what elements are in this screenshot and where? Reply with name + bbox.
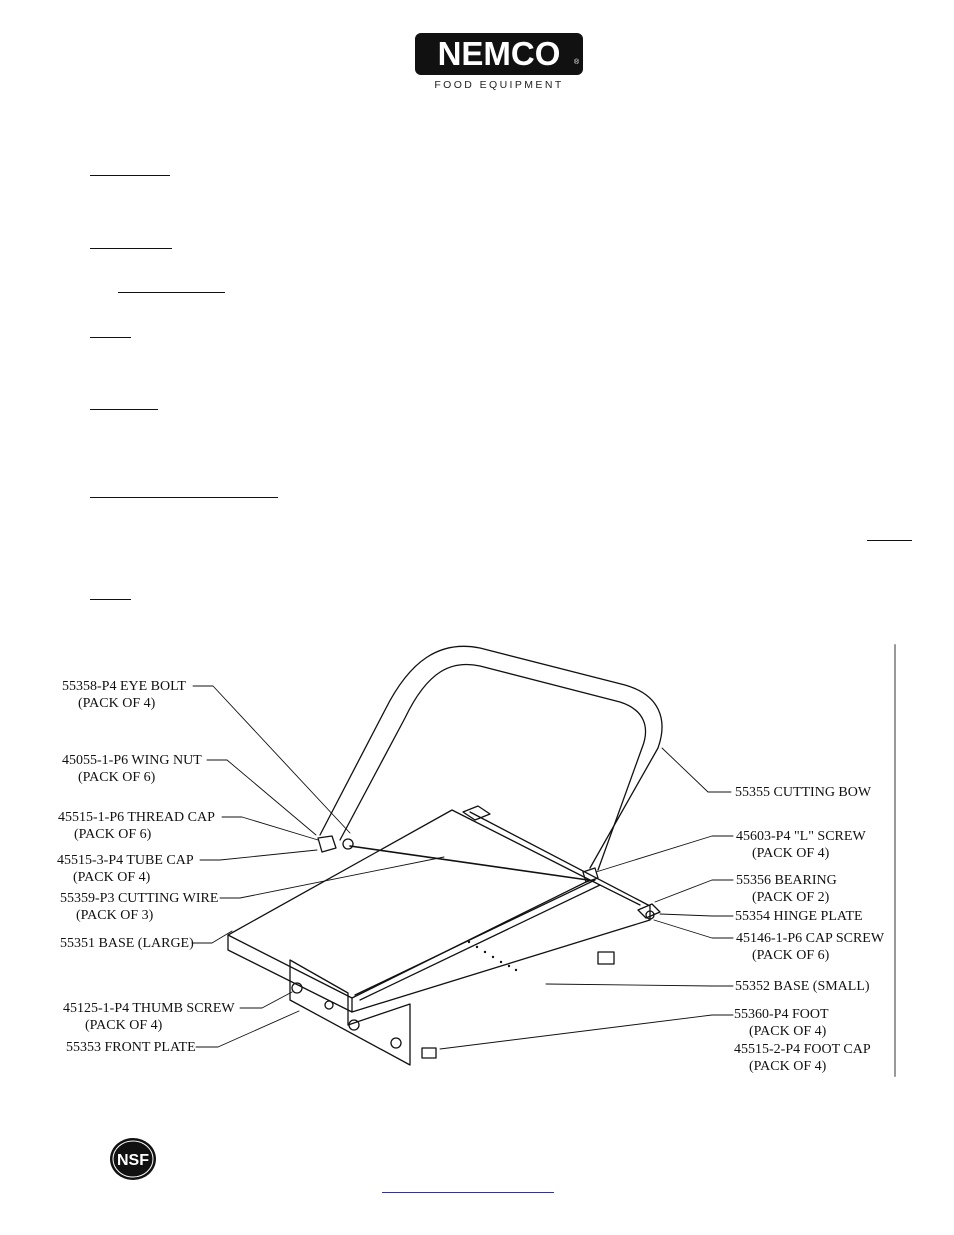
part-label-cap-screw: 45146-1-P6 CAP SCREW (PACK OF 6) — [736, 931, 885, 963]
nsf-certification-logo — [109, 1137, 157, 1181]
cutting-wire — [350, 846, 588, 880]
part-label-hinge-plate: 55354 HINGE PLATE — [735, 909, 863, 924]
part-label-bearing: 55356 BEARING (PACK OF 2) — [736, 873, 837, 905]
part-label-eye-bolt: 55358-P4 EYE BOLT (PACK OF 4) — [62, 679, 186, 711]
logo-tagline: FOOD EQUIPMENT — [434, 79, 564, 91]
foot — [422, 1048, 436, 1058]
logo-wordmark: NEMCO — [437, 35, 561, 72]
registered-mark: ® — [574, 59, 580, 66]
part-label-cutting-bow: 55355 CUTTING BOW — [735, 785, 872, 800]
nsf-mark-text: NSF — [117, 1152, 149, 1169]
wing-nut — [318, 836, 336, 852]
part-label-base-small: 55352 BASE (SMALL) — [735, 979, 870, 994]
part-label-foot: 55360-P4 FOOT (PACK OF 4) — [734, 1007, 829, 1039]
part-label-wing-nut: 45055-1-P6 WING NUT (PACK OF 6) — [62, 753, 202, 785]
part-label-front-plate: 55353 FRONT PLATE — [66, 1040, 196, 1055]
part-label-l-screw: 45603-P4 "L" SCREW (PACK OF 4) — [736, 829, 866, 861]
part-label-tube-cap: 45515-3-P4 TUBE CAP (PACK OF 4) — [57, 853, 194, 885]
part-label-cutting-wire: 55359-P3 CUTTING WIRE (PACK OF 3) — [60, 891, 219, 923]
eye-bolt — [343, 839, 353, 849]
part-label-foot-cap: 45515-2-P4 FOOT CAP (PACK OF 4) — [734, 1042, 871, 1074]
footer-link[interactable] — [382, 1192, 554, 1193]
part-label-thumb-screw: 45125-1-P4 THUMB SCREW (PACK OF 4) — [63, 1001, 235, 1033]
part-label-base-large: 55351 BASE (LARGE) — [60, 936, 194, 951]
part-label-thread-cap: 45515-1-P6 THREAD CAP (PACK OF 6) — [58, 810, 215, 842]
